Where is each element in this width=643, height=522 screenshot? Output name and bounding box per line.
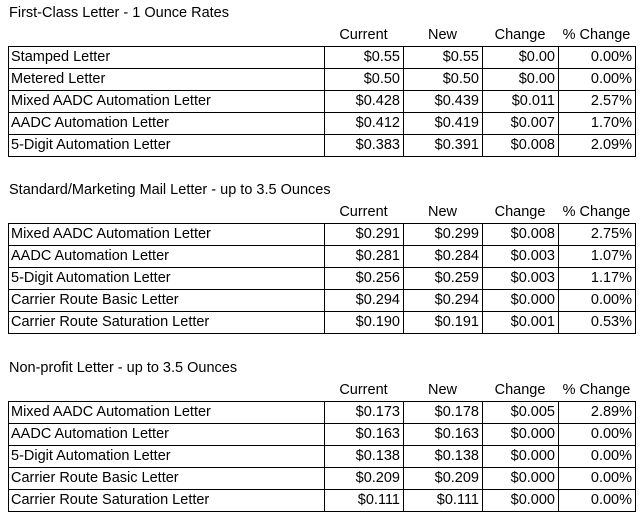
header-change: Change <box>494 204 546 220</box>
current-rate: $0.256 <box>325 268 404 290</box>
table-row <box>9 468 636 490</box>
pct-change: 0.00% <box>559 468 636 490</box>
new-rate: $0.55 <box>404 47 483 69</box>
new-rate: $0.163 <box>404 424 483 446</box>
current-rate: $0.209 <box>325 468 404 490</box>
rate-change: $0.011 <box>483 91 559 113</box>
table-row <box>9 402 636 424</box>
table-row <box>9 224 636 246</box>
new-rate: $0.191 <box>404 312 483 334</box>
new-rate: $0.259 <box>404 268 483 290</box>
section-title: First-Class Letter - 1 Ounce Rates <box>9 5 229 21</box>
rate-name: Mixed AADC Automation Letter <box>9 402 325 424</box>
rates-table <box>8 223 636 334</box>
new-rate: $0.138 <box>404 446 483 468</box>
rates-table <box>8 401 636 512</box>
pct-change: 2.57% <box>559 91 636 113</box>
current-rate: $0.163 <box>325 424 404 446</box>
new-rate: $0.209 <box>404 468 483 490</box>
pct-change: 2.75% <box>559 224 636 246</box>
header-change: Change <box>494 27 546 43</box>
current-rate: $0.190 <box>325 312 404 334</box>
rate-name: 5-Digit Automation Letter <box>9 268 325 290</box>
rate-name: Carrier Route Basic Letter <box>9 468 325 490</box>
rate-name: Carrier Route Saturation Letter <box>9 490 325 512</box>
pct-change: 0.00% <box>559 424 636 446</box>
current-rate: $0.281 <box>325 246 404 268</box>
new-rate: $0.419 <box>404 113 483 135</box>
table-row <box>9 424 636 446</box>
pct-change: 0.00% <box>559 69 636 91</box>
rate-name: AADC Automation Letter <box>9 246 325 268</box>
table-row <box>9 246 636 268</box>
table-row <box>9 268 636 290</box>
new-rate: $0.439 <box>404 91 483 113</box>
header-current: Current <box>339 27 388 43</box>
pct-change: 0.00% <box>559 47 636 69</box>
table-row <box>9 91 636 113</box>
current-rate: $0.50 <box>325 69 404 91</box>
rate-change: $0.003 <box>483 246 559 268</box>
pct-change: 2.89% <box>559 402 636 424</box>
header-new: New <box>427 204 457 220</box>
current-rate: $0.294 <box>325 290 404 312</box>
new-rate: $0.299 <box>404 224 483 246</box>
header-pct-change: % Change <box>562 27 631 43</box>
current-rate: $0.173 <box>325 402 404 424</box>
current-rate: $0.138 <box>325 446 404 468</box>
rate-change: $0.000 <box>483 424 559 446</box>
column-header-row <box>8 201 635 223</box>
pct-change: 0.00% <box>559 290 636 312</box>
pct-change: 0.00% <box>559 446 636 468</box>
new-rate: $0.391 <box>404 135 483 157</box>
rate-name: 5-Digit Automation Letter <box>9 135 325 157</box>
rate-change: $0.000 <box>483 446 559 468</box>
section-title: Non-profit Letter - up to 3.5 Ounces <box>9 360 238 376</box>
rate-name: Carrier Route Basic Letter <box>9 290 325 312</box>
pct-change: 2.09% <box>559 135 636 157</box>
table-row <box>9 47 636 69</box>
header-current: Current <box>339 204 388 220</box>
rate-name: Mixed AADC Automation Letter <box>9 91 325 113</box>
current-rate: $0.55 <box>325 47 404 69</box>
table-row <box>9 113 636 135</box>
rate-name: AADC Automation Letter <box>9 113 325 135</box>
table-row <box>9 312 636 334</box>
new-rate: $0.111 <box>404 490 483 512</box>
non-profit-section <box>8 357 635 512</box>
rate-change: $0.000 <box>483 490 559 512</box>
table-row <box>9 290 636 312</box>
pct-change: 1.17% <box>559 268 636 290</box>
section-title: Standard/Marketing Mail Letter - up to 3.5 Ounces <box>9 182 331 198</box>
header-new: New <box>427 382 457 398</box>
rate-change: $0.00 <box>483 47 559 69</box>
table-row <box>9 135 636 157</box>
header-current: Current <box>339 382 388 398</box>
rate-name: Mixed AADC Automation Letter <box>9 224 325 246</box>
new-rate: $0.294 <box>404 290 483 312</box>
header-pct-change: % Change <box>562 204 631 220</box>
rate-name: 5-Digit Automation Letter <box>9 446 325 468</box>
table-row <box>9 446 636 468</box>
rate-name: Stamped Letter <box>9 47 325 69</box>
rate-change: $0.007 <box>483 113 559 135</box>
column-header-row <box>8 24 635 46</box>
current-rate: $0.383 <box>325 135 404 157</box>
rate-change: $0.001 <box>483 312 559 334</box>
pct-change: 1.70% <box>559 113 636 135</box>
rate-change: $0.00 <box>483 69 559 91</box>
pct-change: 1.07% <box>559 246 636 268</box>
rate-change: $0.008 <box>483 224 559 246</box>
standard-marketing-section <box>8 179 635 334</box>
rate-name: AADC Automation Letter <box>9 424 325 446</box>
current-rate: $0.291 <box>325 224 404 246</box>
rate-change: $0.005 <box>483 402 559 424</box>
column-header-row <box>8 379 635 401</box>
rate-name: Metered Letter <box>9 69 325 91</box>
rate-change: $0.000 <box>483 290 559 312</box>
first-class-section <box>8 2 635 157</box>
pct-change: 0.00% <box>559 490 636 512</box>
header-new: New <box>427 27 457 43</box>
rates-table <box>8 46 636 157</box>
table-row <box>9 69 636 91</box>
new-rate: $0.178 <box>404 402 483 424</box>
rate-change: $0.000 <box>483 468 559 490</box>
current-rate: $0.412 <box>325 113 404 135</box>
new-rate: $0.50 <box>404 69 483 91</box>
header-pct-change: % Change <box>562 382 631 398</box>
header-change: Change <box>494 382 546 398</box>
rate-change: $0.008 <box>483 135 559 157</box>
current-rate: $0.428 <box>325 91 404 113</box>
current-rate: $0.111 <box>325 490 404 512</box>
pct-change: 0.53% <box>559 312 636 334</box>
rate-name: Carrier Route Saturation Letter <box>9 312 325 334</box>
table-row <box>9 490 636 512</box>
new-rate: $0.284 <box>404 246 483 268</box>
rate-change: $0.003 <box>483 268 559 290</box>
